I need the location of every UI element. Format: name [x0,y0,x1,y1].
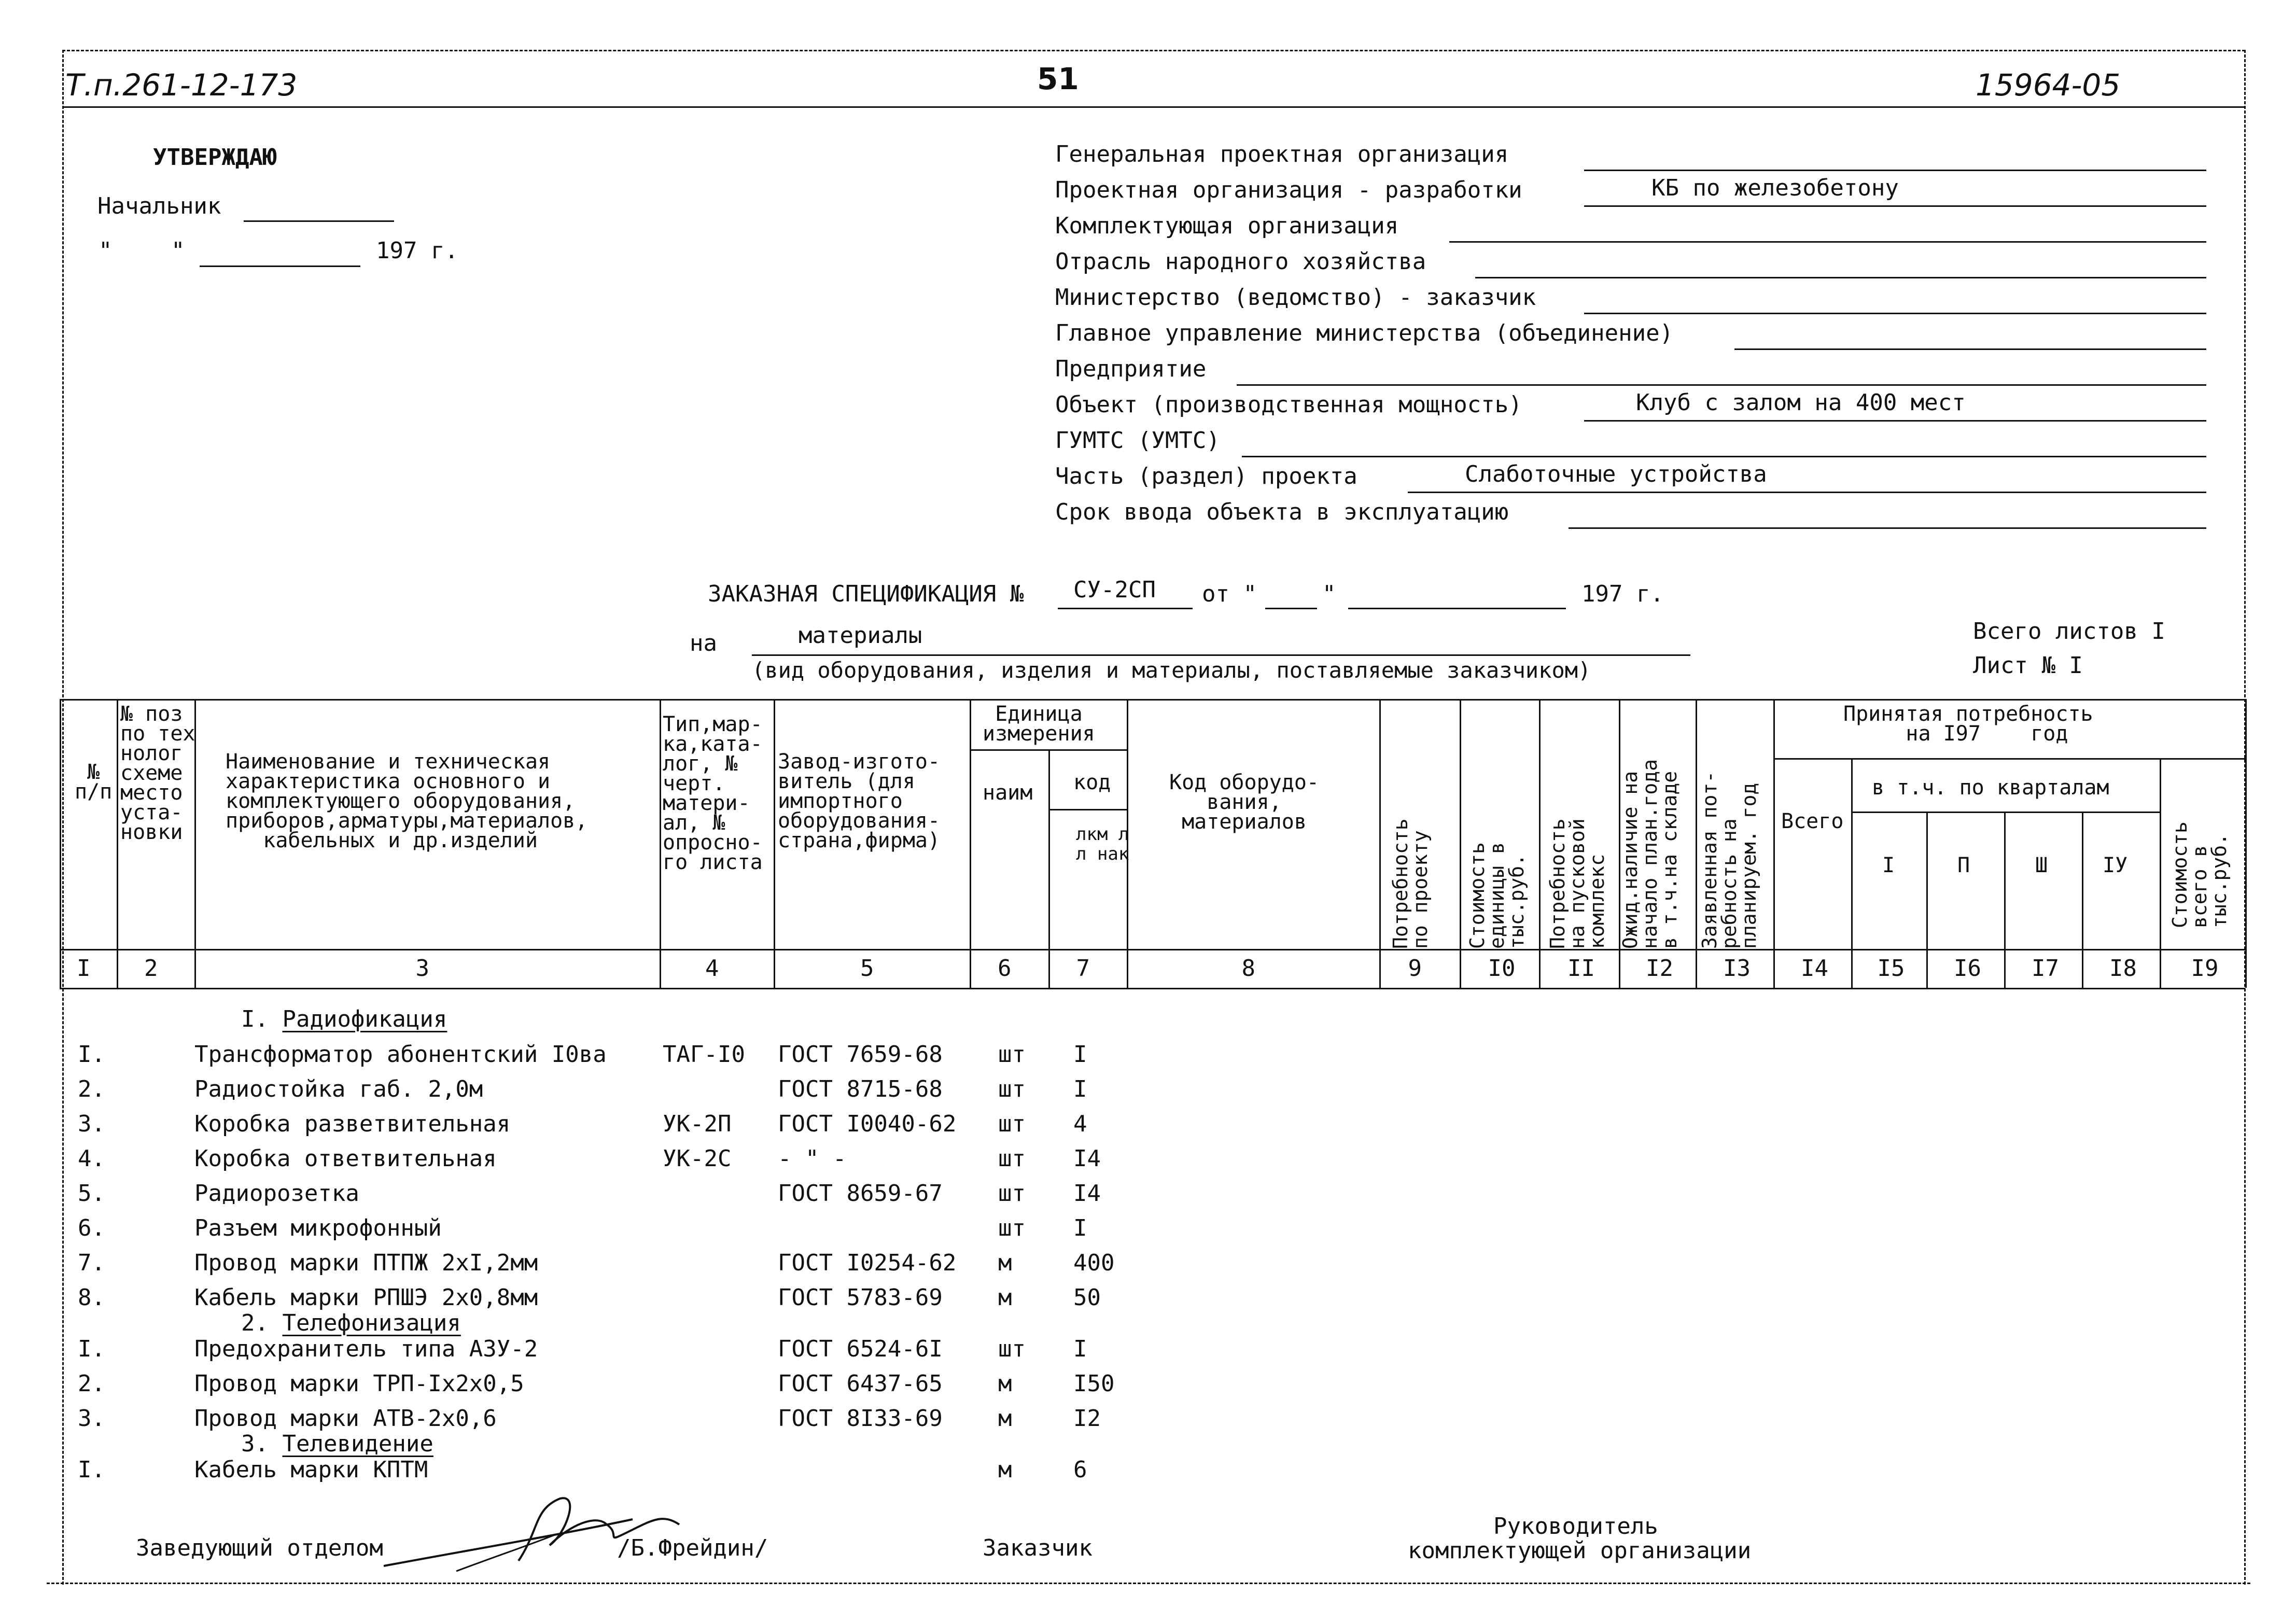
row-number: 6. [78,1215,105,1241]
row-qty: 6 [1073,1457,1087,1483]
grid-line [2245,699,2247,988]
section-title: 2. Телефонизация [241,1310,461,1336]
org-field-line [1584,170,2206,171]
spec-on-line [752,654,1690,656]
row-number: 3. [78,1405,105,1432]
column-number: I4 [1801,955,1828,982]
column-number: 4 [705,955,719,982]
column-number: I [77,955,91,982]
org-field-line [1237,384,2206,386]
row-qty: 4 [1073,1111,1087,1137]
sheet-number: Лист № I [1973,652,2083,679]
total-sheets: Всего листов I [1973,618,2165,645]
header-unit-group: Единица измерения [983,702,1095,746]
column-number: 2 [144,955,158,982]
column-number: I5 [1877,955,1905,982]
spec-quote: " [1322,581,1336,607]
grid-line [1926,812,1928,988]
grid-line [1048,749,1050,988]
manager-line1: Руководитель [1493,1513,1658,1540]
row-qty: I [1073,1336,1087,1362]
row-maker: ГОСТ 8715-68 [778,1076,943,1102]
spec-on-caption: (вид оборудования, изделия и материалы, поставляемые заказчиком) [752,657,1591,683]
grid-line [1048,809,1127,810]
row-name: Провод марки ТРП-Iх2х0,5 [194,1370,524,1397]
row-maker: ГОСТ 6437-65 [778,1370,943,1397]
row-name: Кабель марки КПТМ [194,1457,428,1483]
org-field-value: Слаботочные устройства [1465,461,1767,487]
header-pos: № поз по тех нолог схеме место уста- новки [120,702,195,844]
manager-line2: комплектующей организации [1408,1537,1752,1564]
grid-line [1851,758,1853,988]
org-field-label: Главное управление министерства (объединение) [1055,320,1674,346]
row-number: I. [78,1336,105,1362]
row-unit: шт [998,1076,1026,1102]
org-field-label: Часть (раздел) проекта [1055,463,1357,489]
grid-line [60,699,2245,701]
spec-title: ЗАКАЗНАЯ СПЕЦИФИКАЦИЯ № [708,581,1024,607]
row-number: 7. [78,1250,105,1276]
grid-line [1379,699,1381,988]
header-declared-need: Заявленная пот- ребность на планируем. год [1698,771,1760,949]
row-unit: м [998,1284,1012,1311]
header-quarters: в т.ч. по кварталам [1872,776,2109,800]
row-qty: I [1073,1041,1087,1068]
grid-line [117,699,118,988]
header-q3: Ш [2035,854,2048,877]
row-name: Радиорозетка [194,1180,359,1207]
date-quote-close: " [171,237,185,264]
row-unit: шт [998,1336,1026,1362]
date-line [200,265,360,267]
row-number: 5. [78,1180,105,1207]
page-number: 51 [1037,61,1079,96]
row-name: Трансформатор абонентский I0ва [194,1041,607,1068]
header-num: № п/п [75,760,113,804]
chief-signature-line [244,220,394,222]
row-qty: I [1073,1076,1087,1102]
column-number: I0 [1488,955,1516,982]
spec-number-line [1058,608,1193,609]
header-unit-code-sub: лкм л л нак [1076,824,1129,864]
row-qty: 50 [1073,1284,1101,1311]
row-type: УК-2П [663,1111,732,1137]
grid-line [970,699,971,988]
header-maker: Завод-изгото- витель (для импортного оборудования- страна,фирма) [778,750,941,852]
header-unit-cost: Стоимость единицы в тыс.руб. [1466,842,1528,949]
row-unit: шт [998,1111,1026,1137]
spec-day-line [1265,608,1317,609]
org-field-value: Клуб с залом на 400 мест [1636,389,1966,416]
column-number: I8 [2109,955,2137,982]
spec-year: 197 г. [1581,581,1664,607]
org-field-line [1242,456,2206,457]
row-maker: ГОСТ I0254-62 [778,1250,957,1276]
spec-number: СУ-2СП [1073,577,1156,603]
row-maker: ГОСТ 6524-6I [778,1336,943,1362]
doc-code: Т.п.261-12-173 [65,67,298,103]
column-number: I9 [2191,955,2219,982]
grid-line [1539,699,1541,988]
column-number: 6 [998,955,1012,982]
row-maker: ГОСТ I0040-62 [778,1111,957,1137]
row-maker: ГОСТ 8659-67 [778,1180,943,1207]
row-name: Провод марки ПТПЖ 2хI,2мм [194,1250,538,1276]
org-field-line [1449,241,2206,243]
row-number: 4. [78,1145,105,1172]
row-number: 8. [78,1284,105,1311]
row-number: 2. [78,1076,105,1102]
column-number: II [1567,955,1595,982]
row-name: Коробка разветвительная [194,1111,511,1137]
header-q4: IУ [2103,854,2128,877]
org-field-label: Объект (производственная мощность) [1055,391,1522,418]
section-title: 3. Телевидение [241,1431,433,1457]
row-name: Провод марки АТВ-2х0,6 [194,1405,497,1432]
org-field-line [1584,420,2206,422]
org-field-label: Предприятие [1055,356,1207,382]
org-field-line [1584,313,2206,314]
row-name: Предохранитель типа АЗУ-2 [194,1336,538,1362]
header-unit-code: код [1073,771,1111,794]
row-name: Радиостойка габ. 2,0м [194,1076,483,1102]
org-field-label: Генеральная проектная организация [1055,141,1509,167]
customer-label: Заказчик [983,1535,1093,1561]
header-start-complex: Потребность на пусковой комплекс [1546,818,1608,949]
header-q1: I [1882,854,1895,877]
archive-number: 15964-05 [1976,67,2121,103]
row-unit: м [998,1370,1012,1397]
row-unit: шт [998,1041,1026,1068]
row-number: I. [78,1457,105,1483]
org-field-label: Проектная организация - разработки [1055,177,1522,203]
org-field-label: Отрасль народного хозяйства [1055,248,1426,275]
row-qty: I4 [1073,1145,1101,1172]
grid-line [60,699,61,988]
header-unit-name: наим [983,781,1033,805]
org-field-label: ГУМТС (УМТС) [1055,427,1220,454]
date-quote-open: " [99,237,113,264]
row-unit: шт [998,1180,1026,1207]
org-field-line [1408,492,2206,493]
grid-line [60,949,2245,950]
row-type: УК-2С [663,1145,732,1172]
header-expected-stock: Ожид.наличие на начало план.года в т.ч.на складе [1619,759,1681,949]
row-unit: м [998,1405,1012,1432]
grid-line [774,699,775,988]
grid-line [1460,699,1461,988]
row-maker: ГОСТ 5783-69 [778,1284,943,1311]
head-of-dept: Заведующий отделом [136,1535,383,1561]
row-qty: 400 [1073,1250,1115,1276]
grid-line [1773,699,1775,988]
row-number: I. [78,1041,105,1068]
grid-line [2160,758,2161,988]
header-accepted: Принятая потребность на I97 год [1843,702,2093,746]
row-qty: I [1073,1215,1087,1241]
spec-month-line [1348,608,1566,609]
row-number: 2. [78,1370,105,1397]
column-number: 9 [1408,955,1422,982]
header-q2: П [1957,854,1970,877]
row-name: Разъем микрофонный [194,1215,442,1241]
spec-on-label: на [690,630,717,656]
row-name: Коробка ответвительная [194,1145,497,1172]
spec-on-value: материалы [799,622,922,649]
header-need: Потребность по проекту [1389,818,1432,949]
grid-line [2004,812,2006,988]
org-field-line [1475,277,2206,278]
header-total-cost: Стоимость всего в тыс.руб. [2168,821,2231,928]
row-unit: м [998,1250,1012,1276]
signer: /Б.Фрейдин/ [617,1535,768,1561]
org-field-label: Министерство (ведомство) - заказчик [1055,284,1536,311]
spec-from: от " [1202,581,1257,607]
org-field-label: Комплектующая организация [1055,213,1399,239]
grid-line [60,988,2245,989]
org-field-line [1569,527,2206,529]
row-unit: м [998,1457,1012,1483]
header-code: Код оборудо- вания, материалов [1169,771,1319,834]
grid-line [2082,812,2083,988]
org-field-value: КБ по железобетону [1651,175,1899,201]
section-title: I. Радиофикация [241,1006,447,1032]
row-qty: I4 [1073,1180,1101,1207]
grid-line [660,699,661,988]
org-field-line [1584,205,2206,207]
row-unit: шт [998,1145,1026,1172]
org-field-line [1734,348,2206,350]
column-number: I7 [2032,955,2059,982]
row-qty: I50 [1073,1370,1115,1397]
org-field-label: Срок ввода объекта в эксплуатацию [1055,499,1509,525]
approval-year: 197 г. [376,237,458,264]
grid-line [1696,699,1697,988]
grid-line [1773,758,2245,760]
column-number: 7 [1076,955,1090,982]
chief-label: Начальник [97,193,221,219]
column-number: 5 [860,955,874,982]
row-maker: ГОСТ 7659-68 [778,1041,943,1068]
approval-title: УТВЕРЖДАЮ [153,144,277,171]
column-number: 8 [1241,955,1255,982]
row-unit: шт [998,1215,1026,1241]
row-qty: I2 [1073,1405,1101,1432]
column-number: I2 [1646,955,1673,982]
row-name: Кабель марки РПШЭ 2х0,8мм [194,1284,538,1311]
row-maker: ГОСТ 8I33-69 [778,1405,943,1432]
row-maker: - " - [778,1145,847,1172]
header-name: Наименование и техническая характеристика основного и комплектующего оборудования, приборов,арматуры,материалов, кабельных и др.изделий [226,750,588,852]
row-type: ТАГ-I0 [663,1041,745,1068]
header-type: Тип,мар- ка,ката- лог, № черт. матери- ал, № опросно- го листа [663,712,763,874]
row-number: 3. [78,1111,105,1137]
column-number: 3 [415,955,429,982]
column-number: I6 [1954,955,1981,982]
header-total: Всего [1781,809,1844,833]
column-number: I3 [1723,955,1751,982]
